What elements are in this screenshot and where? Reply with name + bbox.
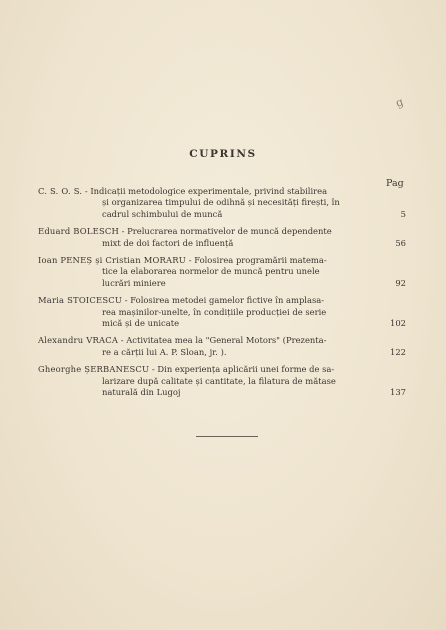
toc-title-line: rea mașinilor-unelte, în condițiile producției de serie [102,306,327,317]
toc-title-line: mixt de doi factori de influență [102,237,234,248]
toc-entry [38,335,408,358]
toc-author: Maria STOICESCU [38,295,123,306]
toc-title-line: Folosirea programării matema- [194,255,327,266]
toc-entry-first-line: Ioan PENEȘ și Cristian MORARU - Folosirea programării matema- [38,255,327,266]
toc-title-line: Indicații metodologice experimentale, privind stabilirea [90,186,328,196]
toc-page-number: 137 [390,387,406,398]
toc-entry-first-line: C. S. O. S. - Indicații metodologice experimentale, privind stabilirea [38,186,328,196]
toc-title-line: și organizarea timpului de odihnă și necesități firești, în [102,197,340,208]
toc-author: Gheorghe ȘERBANESCU [38,364,150,375]
toc-title-line: Prelucrarea normativelor de muncă dependente [127,226,332,237]
toc-title-line: cadrul schimbului de muncă [102,208,223,219]
toc-title-line: lucrări miniere [102,277,166,288]
toc-entry [38,226,408,249]
toc-title-line: naturală din Lugoj [102,387,181,398]
toc-entry [38,186,408,220]
page-title: CUPRINS [189,148,257,160]
toc-page-number: 122 [390,346,406,357]
toc-entry [38,364,408,398]
toc-entry-first-line: Maria STOICESCU - Folosirea metodei gamelor fictive în amplasa- [38,295,325,306]
toc-title-line: re a cărții lui A. P. Sloan, jr. ). [102,346,227,357]
toc-title-line: larizare după calitate și cantitate, la filatura de mătase [102,375,336,386]
toc-author: C. S. O. S. [38,186,83,196]
toc-title-line: Folosirea metodei gamelor fictive în amplasa- [130,295,325,306]
toc-author: Alexandru VRACA [38,335,119,346]
toc-page-number: 102 [390,318,406,329]
toc-entry-first-line: Gheorghe ȘERBANESCU - Din experiența aplicării unei forme de sa- [38,364,335,375]
section-divider [196,436,258,437]
handwritten-mark: g [393,95,406,110]
toc-author: Ioan PENEȘ și Cristian MORARU [38,255,187,266]
toc-page-number: 56 [395,237,406,248]
toc-author: Eduard BOLESCH [38,226,119,237]
toc-entry-first-line: Eduard BOLESCH - Prelucrarea normativelor de muncă dependente [38,226,332,237]
toc-title-line: Din experiența aplicării unei forme de sa- [157,364,335,375]
toc-title-line: Activitatea mea la "General Motors" (Prezenta- [126,335,327,346]
toc-entry [38,255,408,289]
toc-title-line: mică și de unicate [102,318,180,329]
page-column-header: Pag [386,178,404,189]
toc-entry [38,295,408,329]
toc-entry-first-line: Alexandru VRACA - Activitatea mea la "General Motors" (Prezenta- [38,335,327,346]
toc-title-line: tice la elaborarea normelor de muncă pentru unele [102,266,320,277]
table-of-contents [38,186,408,399]
toc-page-number: 5 [400,208,406,219]
toc-page-number: 92 [395,277,406,288]
